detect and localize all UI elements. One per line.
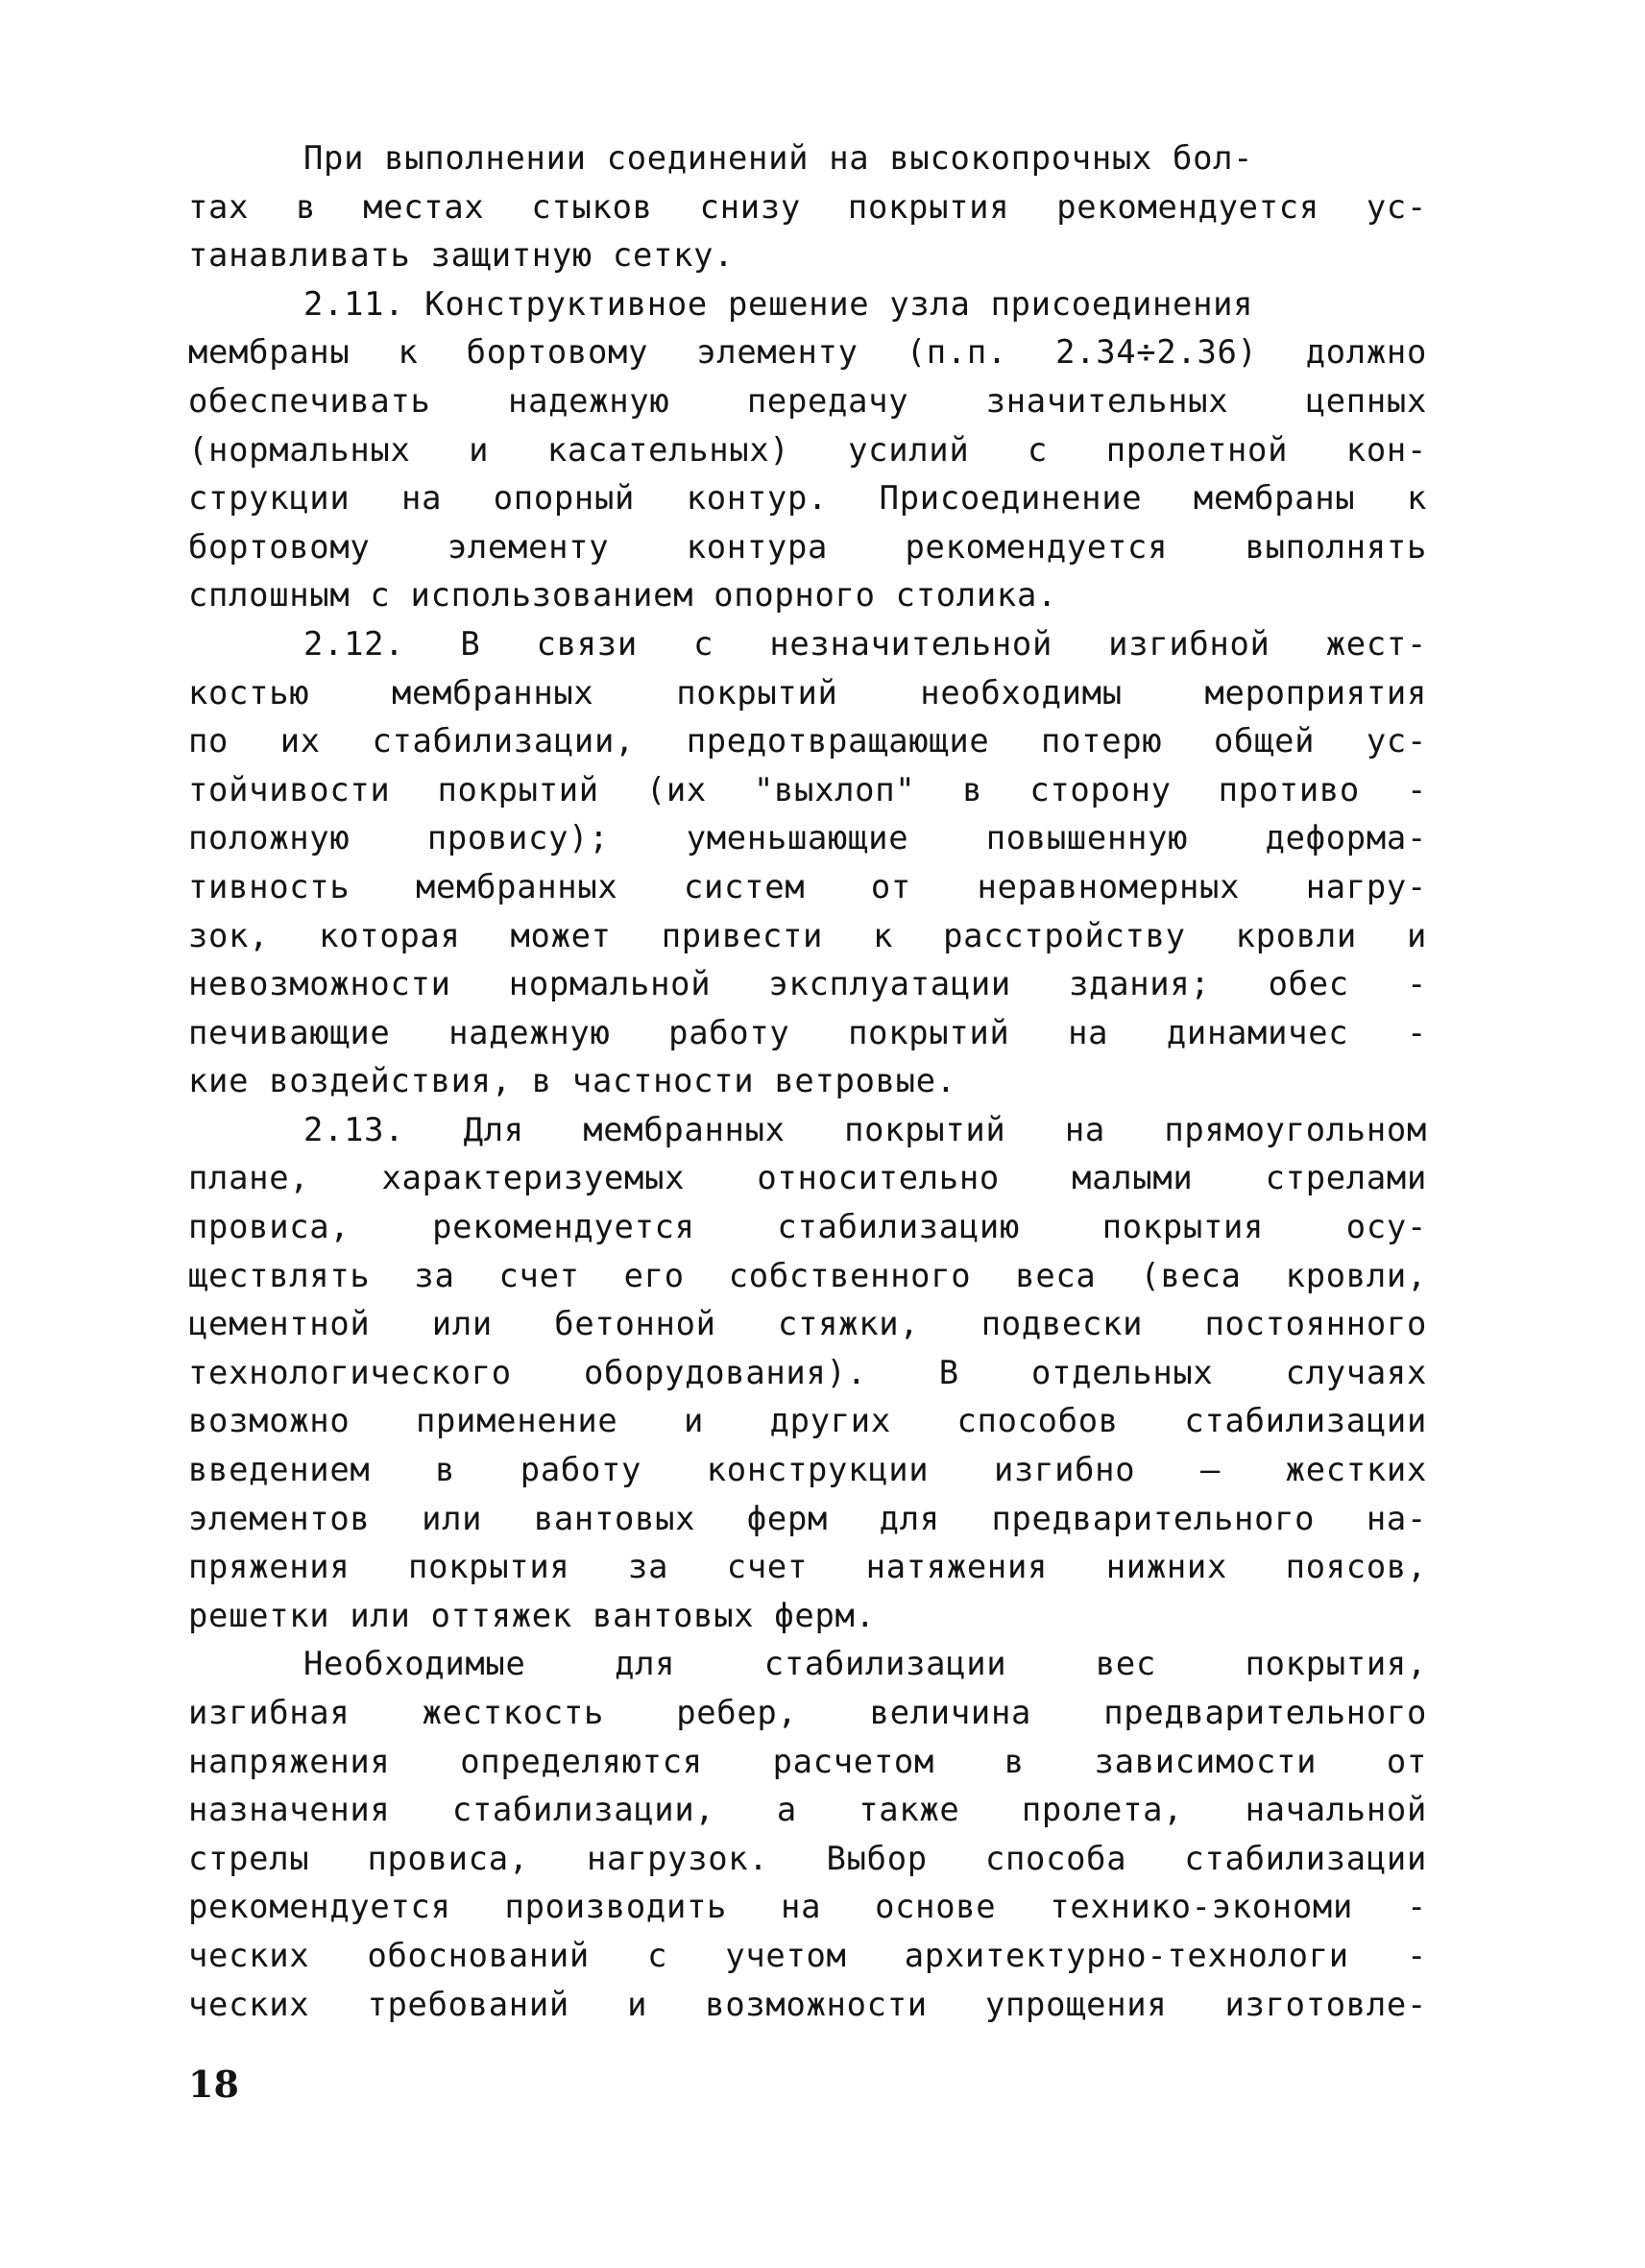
text-line: изгибная жесткость ребер, величина предварительного — [188, 1694, 1427, 1731]
text-line: (нормальных и касательных) усилий с пролетной кон- — [188, 430, 1427, 469]
text-line: танавливать защитную сетку. — [188, 236, 735, 275]
text-line: зок, которая может привести к расстройству кровли и — [188, 916, 1427, 954]
text-line: ческих требований и возможности упрощения изготовле- — [188, 1985, 1427, 2023]
text-line-para-start: При выполнении соединений на высокопрочных бол- — [303, 139, 1254, 177]
text-line: рекомендуется производить на основе технико-экономи - — [188, 1888, 1427, 1926]
text-line: сплошным с использованием опорного столика. — [188, 576, 1058, 615]
text-line: бортовому элементу контура рекомендуется выполнять — [188, 527, 1427, 566]
text-line: по их стабилизации, предотвращающие потерю общей ус- — [188, 722, 1427, 760]
text-line: плане, характеризуемых относительно малыми стрелами — [188, 1159, 1427, 1197]
text-line: технологического оборудования). В отдельных случаях — [188, 1353, 1427, 1391]
text-line-para-start: 2.12. В связи с незначительной изгибной жест- — [303, 624, 1427, 663]
page-number: 18 — [188, 2063, 239, 2106]
text-line: пряжения покрытия за счет натяжения нижних поясов, — [188, 1548, 1427, 1586]
text-line: стрелы провиса, нагрузок. Выбор способа стабилизации — [188, 1839, 1427, 1877]
text-line: обеспечивать надежную передачу значительных цепных — [188, 381, 1427, 420]
text-line-para-start: 2.13. Для мембранных покрытий на прямоугольном — [303, 1110, 1427, 1148]
text-line: печивающие надежную работу покрытий на динамичес - — [188, 1013, 1427, 1051]
text-line: положную провису); уменьшающие повышенную деформа- — [188, 819, 1427, 857]
text-line: назначения стабилизации, а также пролета, начальной — [188, 1791, 1427, 1829]
text-line: возможно применение и других способов стабилизации — [188, 1402, 1427, 1440]
text-line: струкции на опорный контур. Присоединение мембраны к — [188, 479, 1427, 518]
text-line: невозможности нормальной эксплуатации здания; обес - — [188, 965, 1427, 1003]
text-line: ществлять за счет его собственного веса (веса кровли, — [188, 1256, 1427, 1294]
text-line-para-start: Необходимые для стабилизации вес покрытия, — [303, 1645, 1427, 1683]
text-line: элементов или вантовых ферм для предварительного на- — [188, 1499, 1427, 1537]
text-line: введением в работу конструкции изгибно — жестких — [188, 1451, 1427, 1489]
text-line: тах в местах стыков снизу покрытия рекомендуется ус- — [188, 187, 1427, 226]
text-line: провиса, рекомендуется стабилизацию покрытия осу- — [188, 1208, 1427, 1246]
text-line: напряжения определяются расчетом в зависимости от — [188, 1742, 1427, 1780]
text-line: тивность мембранных систем от неравномерных нагру- — [188, 867, 1427, 905]
text-line: решетки или оттяжек вантовых ферм. — [188, 1596, 876, 1634]
text-line-para-start: 2.11. Конструктивное решение узла присоединения — [303, 284, 1254, 323]
text-line: цементной или бетонной стяжки, подвески постоянного — [188, 1305, 1427, 1343]
text-line: костью мембранных покрытий необходимы мероприятия — [188, 673, 1427, 712]
text-line: тойчивости покрытий (их "выхлоп" в сторону противо - — [188, 770, 1427, 808]
text-line: ческих обоснований с учетом архитектурно-технологи - — [188, 1936, 1427, 1974]
text-line: кие воздействия, в частности ветровые. — [188, 1062, 956, 1100]
body-text — [188, 134, 1427, 2029]
text-line: мембраны к бортовому элементу (п.п. 2.34÷2.36) должно — [188, 333, 1427, 372]
